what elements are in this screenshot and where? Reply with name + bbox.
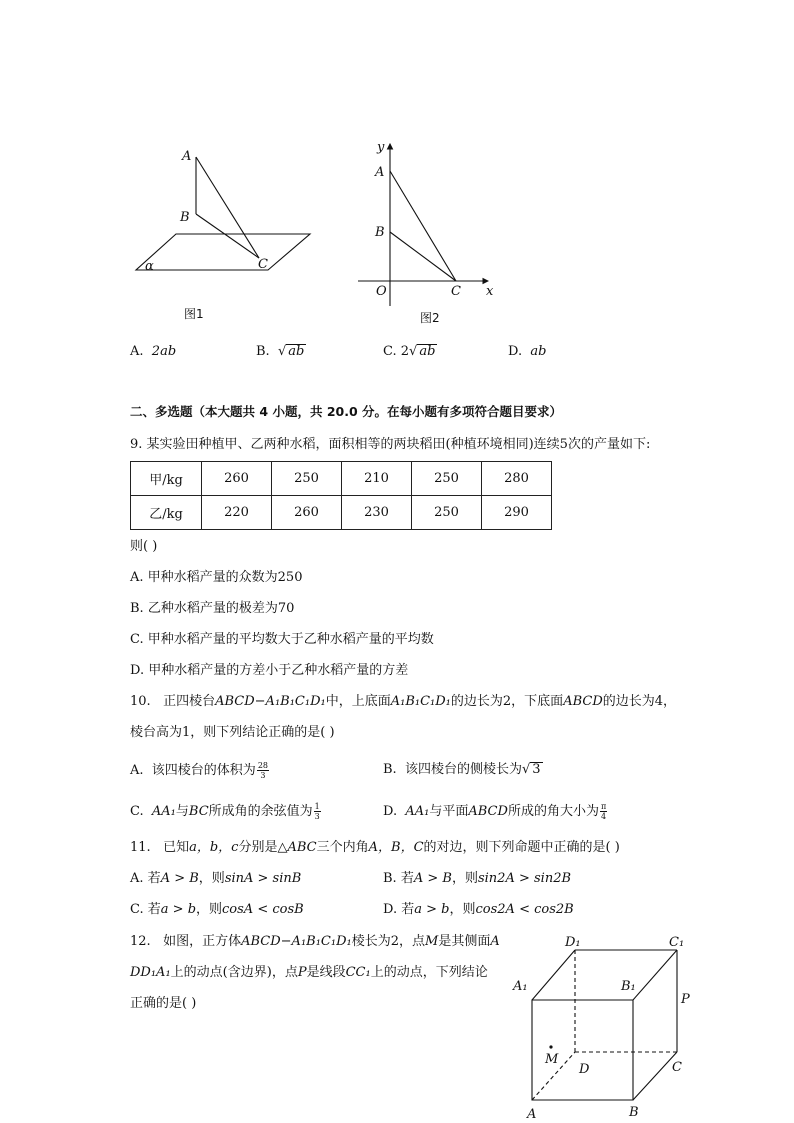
figure-1	[125, 140, 325, 290]
q8-option-d: D. ab	[508, 344, 547, 359]
table-cell: 220	[202, 496, 272, 530]
edge-a1-d1	[532, 950, 575, 1000]
q10-option-d: D. AA₁与平面ABCD所成的角大小为 $\frac{\pi}{4}$	[383, 802, 607, 821]
label-b: B	[375, 225, 385, 240]
label-a: A	[375, 165, 385, 180]
front-face	[532, 1000, 633, 1100]
q10-option-c: C. AA₁与BC所成角的余弦值为 $\frac{1}{3}$	[130, 802, 320, 821]
q8-option-c: C. 2√ ab	[383, 344, 436, 359]
q12-stem-line1: 12. 如图，正方体ABCD−A₁B₁C₁D₁棱长为2，点M是其侧面A	[130, 934, 500, 949]
label-c: C	[451, 284, 461, 299]
q12-stem-line3: 正确的是( )	[130, 996, 197, 1011]
table-cell: 230	[342, 496, 412, 530]
table-cell: 260	[202, 462, 272, 496]
q9-option-d: D. 甲种水稻产量的方差小于乙种水稻产量的方差	[130, 663, 409, 678]
q9-stem: 9. 某实验田种植甲、乙两种水稻，面积相等的两块稻田(种植环境相同)连续5次的产量如下:	[130, 437, 651, 452]
label-d: D	[579, 1062, 590, 1077]
label-m: M	[545, 1052, 559, 1067]
q11-option-b: B. 若A > B，则sin2A > sin2B	[383, 871, 572, 886]
q10-option-a: A. 该四棱台的体积为 $\frac{28}{3}$	[130, 761, 268, 780]
table-cell: 250	[412, 462, 482, 496]
label-d1: D₁	[565, 935, 581, 950]
label-b: B	[180, 210, 190, 225]
q8-option-a: A. 2ab	[130, 344, 177, 359]
table-cell: 290	[482, 496, 552, 530]
section-2-heading: 二、多选题（本大题共 4 小题，共 20.0 分。在每小题有多项符合题目要求）	[130, 404, 563, 419]
q9-option-b: B. 乙种水稻产量的极差为70	[130, 601, 295, 616]
q12-stem-line2: DD₁A₁上的动点(含边界)，点P是线段CC₁上的动点，下列结论	[130, 965, 488, 980]
label-a1: A₁	[513, 979, 528, 994]
label-c1: C₁	[669, 935, 685, 950]
row-head-yi: 乙/kg	[131, 496, 202, 530]
q8-option-b: B. √ ab	[256, 344, 305, 359]
label-alpha: α	[145, 259, 154, 274]
q10-option-b: B. 该四棱台的侧棱长为√ 3	[383, 762, 541, 777]
table-row	[131, 462, 552, 496]
segment-bc	[196, 214, 259, 258]
q10-stem-line1: 10. 正四棱台ABCD−A₁B₁C₁D₁中，上底面A₁B₁C₁D₁的边长为2，下底面ABCD的边长为4，	[130, 694, 677, 709]
cube-figure	[505, 930, 705, 1123]
q11-stem: 11. 已知a，b，c分别是△ABC三个内角A，B，C的对边，则下列命题中正确的是( )	[130, 840, 620, 855]
table-cell: 280	[482, 462, 552, 496]
segment-bc	[390, 232, 456, 281]
segment-ac	[390, 171, 456, 281]
label-a: A	[527, 1107, 537, 1122]
label-a: A	[182, 149, 192, 164]
label-y: y	[377, 140, 385, 155]
edge-b-c	[633, 1052, 677, 1100]
plane-alpha	[136, 234, 310, 270]
table-cell: 210	[342, 462, 412, 496]
label-o: O	[376, 284, 387, 299]
table-cell: 260	[272, 496, 342, 530]
segment-ac	[196, 157, 259, 258]
q11-option-c: C. 若a > b，则cosA < cosB	[130, 902, 304, 917]
q9-option-a: A. 甲种水稻产量的众数为250	[130, 570, 303, 585]
figure-2	[350, 138, 510, 308]
edge-b1-c1	[633, 950, 677, 1000]
q9-yield-table	[130, 461, 552, 530]
q10-stem-line2: 棱台高为1，则下列结论正确的是( )	[130, 725, 335, 740]
point-m	[549, 1045, 552, 1048]
figure-1-caption: 图1	[184, 307, 204, 321]
q9-then: 则( )	[130, 539, 158, 554]
table-cell: 250	[272, 462, 342, 496]
label-c: C	[258, 257, 268, 272]
table-row	[131, 496, 552, 530]
label-c: C	[672, 1060, 682, 1075]
table-cell: 250	[412, 496, 482, 530]
q9-option-c: C. 甲种水稻产量的平均数大于乙种水稻产量的平均数	[130, 632, 434, 647]
q11-option-a: A. 若A > B，则sinA > sinB	[130, 871, 302, 886]
label-x: x	[486, 284, 494, 299]
figure-2-caption: 图2	[420, 311, 440, 325]
row-head-jia: 甲/kg	[131, 462, 202, 496]
label-b1: B₁	[621, 979, 636, 994]
label-b: B	[629, 1105, 639, 1120]
q11-option-d: D. 若a > b，则cos2A < cos2B	[383, 902, 574, 917]
label-p: P	[681, 992, 690, 1007]
